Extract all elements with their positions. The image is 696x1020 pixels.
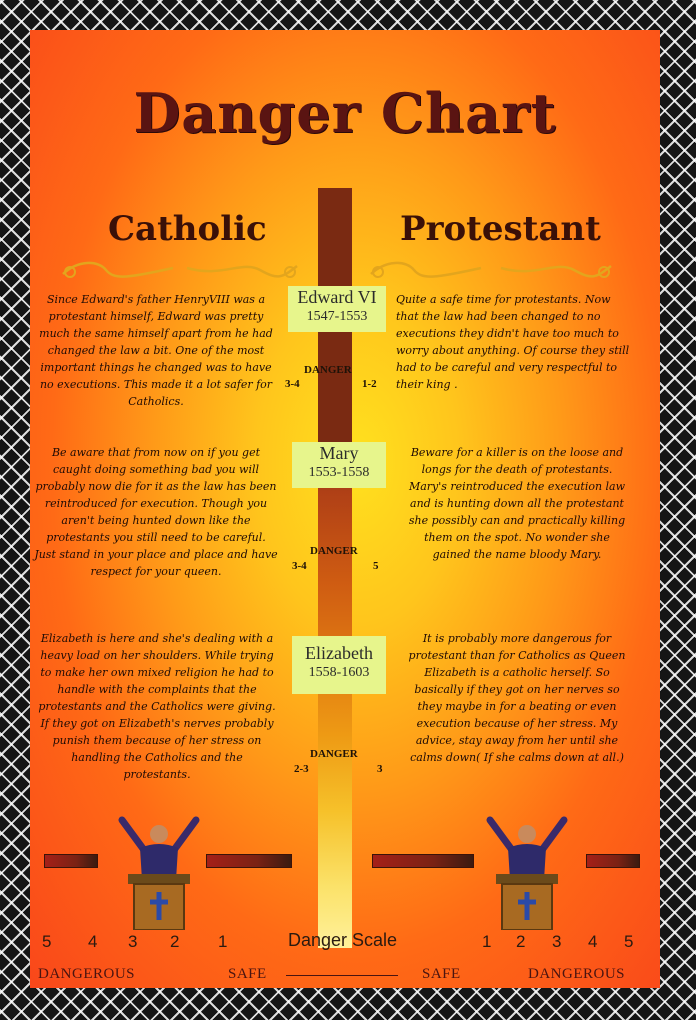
scale-number: 3 [128, 932, 138, 951]
catholic-text-elizabeth: Elizabeth is here and she's dealing with a heavy load on her shoulders. While trying to make her own mixed religion he had to handle with the complaints that the protestants and the Catholics were giving. If they got on Elizabeth's nerves probably punish them because of her stress on handling the Catholics and the protestants. [38, 632, 276, 781]
preacher-at-pulpit-icon [482, 810, 572, 930]
scale-safe-right: SAFE [422, 966, 461, 982]
danger-bar-segment [206, 854, 292, 868]
scale-number: 2 [516, 932, 526, 951]
scale-number: 4 [88, 932, 98, 951]
page-title: Danger Chart [133, 81, 557, 145]
era-box-edward [288, 286, 386, 332]
scale-dangerous-left: DANGEROUS [38, 966, 136, 982]
poster-background [30, 30, 660, 988]
preacher-at-pulpit-icon [114, 810, 204, 930]
era-years: 1558-1603 [308, 665, 370, 680]
protestant-text-mary: Beware for a killer is on the loose and longs for the death of protestants. Mary's reintroduced the execution law and is hunting down all the protestant she possibly can and practically killing them on the spot. No wonder she gained the name bloody Mary. [408, 446, 626, 561]
catholic-danger-score: 2-3 [294, 763, 309, 775]
flourish-icon [496, 256, 616, 282]
protestant-text-edward: Quite a safe time for protestants. Now that the law had been changed to no executions they didn't have too much to worry about anything. Of course they still had to be careful and very respectful to their king . [396, 293, 630, 391]
danger-label: DANGER [310, 748, 358, 760]
era-box-elizabeth [292, 636, 386, 694]
catholic-text-edward: Since Edward's father HenryVIII was a protestant himself, Edward was pretty much the same himself apart from he had changed the law a bit. One of the most important things he changed was to have no executions. This made it a lot safer for Catholics. [39, 293, 273, 408]
scale-number: 5 [42, 932, 52, 951]
flourish-icon [366, 256, 486, 282]
protestant-danger-score: 1-2 [362, 378, 377, 390]
scale-safe-left: SAFE [228, 966, 267, 982]
scale-number: 2 [170, 932, 180, 951]
danger-scale-title: Danger Scale [288, 930, 398, 950]
catholic-danger-score: 3-4 [285, 378, 300, 390]
protestant-danger-score: 3 [377, 763, 383, 775]
danger-bar-segment [586, 854, 640, 868]
scale-divider-line [286, 975, 398, 976]
era-name: Edward VI [297, 287, 377, 307]
era-years: 1547-1553 [306, 309, 368, 324]
scale-number: 1 [218, 932, 228, 951]
danger-bar-segment [44, 854, 98, 868]
protestant-danger-score: 5 [373, 560, 379, 572]
scale-number: 1 [482, 932, 492, 951]
flourish-icon [182, 256, 302, 282]
danger-label: DANGER [304, 364, 352, 376]
scale-number: 4 [588, 932, 598, 951]
catholic-danger-score: 3-4 [292, 560, 307, 572]
protestant-text-elizabeth: It is probably more dangerous for protestant than for Catholics as Queen Elizabeth is a catholic herself. So basically if they got on her nerves so they maybe in for a beating or even execution because of her stress. My advice, stay away from her until she calms down( If she calms down at all.) [408, 632, 626, 764]
scale-number: 3 [552, 932, 562, 951]
era-box-mary [292, 442, 386, 488]
flourish-icon [58, 256, 178, 282]
scale-dangerous-right: DANGEROUS [528, 966, 626, 982]
era-years: 1553-1558 [308, 465, 370, 480]
danger-bar-segment [372, 854, 474, 868]
danger-label: DANGER [310, 545, 358, 557]
catholic-heading: Catholic [108, 209, 267, 249]
protestant-heading: Protestant [400, 209, 601, 249]
era-name: Elizabeth [305, 643, 373, 663]
catholic-text-mary: Be aware that from now on if you get caught doing something bad you will probably now die for it as the law has been reintroduced for execution. Though you aren't being hunted down like the protestants you still need to be careful. Just stand in your place and place and have respect for your queen. [34, 446, 278, 578]
scale-number: 5 [624, 932, 634, 951]
era-name: Mary [319, 443, 359, 463]
